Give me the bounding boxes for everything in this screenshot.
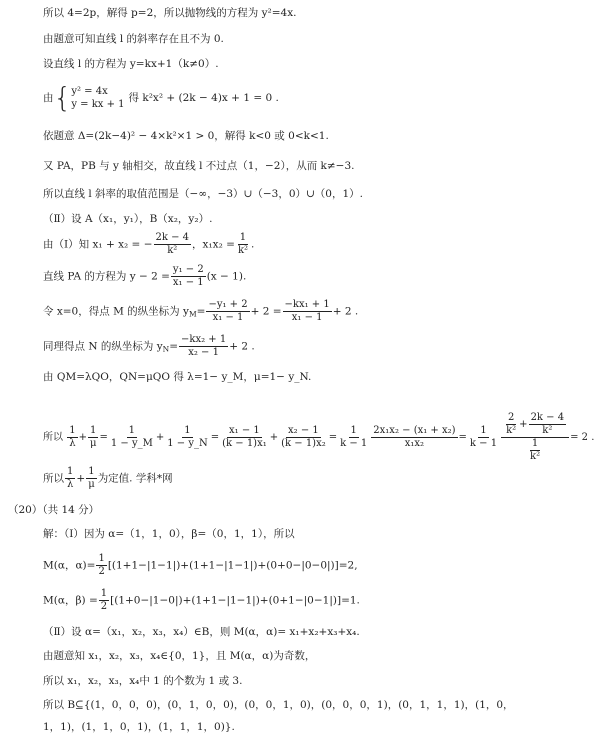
- line-12: [43, 334, 255, 359]
- frac-num: 1: [88, 466, 95, 477]
- frac-num: 1: [90, 425, 97, 436]
- frac-num: 1: [69, 425, 76, 436]
- line-17: 解：（Ⅰ）因为 α=（1，1，0），β=（0，1，1），所以: [43, 528, 295, 540]
- line-18-pre: M(α，α)=: [43, 559, 96, 572]
- line-23: 所以 B⊆{(1，0，0，0)，(0，1，0，0)，(0，0，1，0)，(0，0，0，1)，(0，1，1，1)，(1，0，: [43, 699, 514, 711]
- line-13: 由 QM=λQO，QN=μQO 得 λ=1− y_M，μ=1− y_N.: [43, 371, 312, 383]
- fraction: [504, 412, 518, 437]
- system-eq-1: y² = 4x: [71, 86, 108, 97]
- line-19: [43, 588, 360, 613]
- frac-den: (k − 1)x₂: [281, 438, 326, 449]
- line-10: [43, 264, 246, 289]
- frac-num: x₁ − 1: [229, 425, 260, 436]
- frac-den: k²: [542, 425, 553, 436]
- line-21: 由题意知 x₁，x₂，x₃，x₄∈{0，1}，且 M(α，α)为奇数，: [43, 650, 316, 662]
- frac-den: k²: [237, 245, 249, 256]
- line-18-post: [(1+1−|1−1|)+(1+1−|1−1|)+(0+0−|0−0|)]=2,: [107, 559, 358, 572]
- frac-num: 2x₁x₂ − (x₁ + x₂): [373, 425, 456, 436]
- frac-den: x₁x₂: [404, 438, 425, 449]
- line-14: 所以 $\frac{1}{\lambda}$ + $\frac{1}{\mu}$ = $\frac{1}{1 - y\_M}$ + $\frac{1}{1 - y\_N}$ = $\frac{\text{x₁ − 1}}{\text{(k − 1)x₁}}$ + $\frac{\text{x₂ − 1}}{\text{(k − 1)x₂}}$ = $\frac{1}{k - 1}$ $\frac{\text{2x₁x₂ − (x₁ + x₂)}}{\text{x₁x₂}}$ = $\frac{1}{k - 1}$ $\frac{2}{\text{k²}}$ + $\frac{2k - 4}{\text{k²}}$ $\frac{1}{\text{k²}}$ = 2 .: [43, 412, 595, 462]
- frac-den: k²: [530, 451, 541, 462]
- fraction: [67, 425, 77, 450]
- compound-denominator: [525, 438, 545, 463]
- frac-den: 2: [98, 566, 105, 577]
- frac-num: x₂ − 1: [288, 425, 319, 436]
- line-9: [43, 232, 254, 257]
- fraction: [171, 264, 206, 289]
- frac-num: 1: [98, 553, 105, 564]
- equals: =: [99, 432, 108, 443]
- fraction: [165, 425, 210, 450]
- frac-num: 2: [507, 412, 515, 423]
- fraction: [529, 412, 567, 437]
- line-12-pre: 同理得点 N 的纵坐标为 y: [43, 340, 163, 353]
- brace-symbol: {: [53, 81, 72, 114]
- frac-num: 1: [184, 425, 191, 436]
- frac-den: x₁ − 1: [212, 312, 244, 323]
- line-3: 设直线 l 的方程为 y=kx+1（k≠0）.: [43, 58, 219, 70]
- frac-den: k²: [506, 425, 517, 436]
- subscript: M: [188, 309, 197, 319]
- frac-den: x₂ − 1: [188, 347, 219, 358]
- plus: +: [78, 432, 87, 443]
- fraction: [179, 334, 228, 359]
- frac-num: −kx₂ + 1: [181, 334, 227, 345]
- frac-den: x₁ − 1: [291, 312, 323, 323]
- line-18: [43, 553, 358, 578]
- fraction: [88, 425, 99, 450]
- frac-den: λ: [67, 479, 74, 490]
- line-20: （Ⅱ）设 α=（x₁，x₂，x₃，x₄）∈B，则 M(α，α)= x₁+x₂+x₃+x₄.: [43, 626, 360, 638]
- fraction: [220, 425, 269, 450]
- line-10-post: (x − 1).: [206, 270, 247, 283]
- frac-num: 1: [67, 466, 74, 477]
- fraction: [528, 438, 542, 463]
- equals: =: [458, 432, 467, 443]
- frac-den: λ: [69, 438, 76, 449]
- equals: =: [169, 340, 179, 353]
- line-14-post: = 2 .: [570, 432, 595, 443]
- frac-num: 1: [100, 588, 108, 599]
- fraction: [99, 588, 109, 613]
- equation-system: [71, 85, 124, 111]
- frac-num: 2k − 4: [155, 232, 190, 243]
- line-9-mid: ，x₁x₂ =: [192, 238, 235, 251]
- frac-num: 2k − 4: [530, 412, 565, 423]
- line-4-pre: 由: [43, 92, 54, 104]
- frac-num: −kx₁ + 1: [284, 299, 330, 310]
- frac-den: μ: [88, 479, 95, 490]
- fraction: [206, 299, 249, 324]
- line-11-pre: 令 x=0，得点 M 的纵坐标为 y: [43, 305, 189, 318]
- frac-den: k − 1: [469, 438, 498, 449]
- fraction: [109, 425, 155, 450]
- line-2: 由题意可知直线 l 的斜率存在且不为 0.: [43, 33, 224, 45]
- line-14-pre: 所以: [43, 432, 63, 443]
- line-10-pre: 直线 PA 的方程为 y − 2 =: [43, 270, 170, 283]
- line-6: 又 PA，PB 与 y 轴相交，故直线 l 不过点（1，−2），从而 k≠−3.: [43, 160, 355, 172]
- fraction: [65, 466, 75, 491]
- plus: +: [76, 472, 86, 485]
- line-11: [43, 299, 358, 324]
- line-15: [43, 466, 173, 491]
- line-24: 1，1)，(1，1，0，1)，(1，1，1，0)}.: [43, 721, 235, 733]
- compound-fraction: [501, 412, 569, 463]
- frac-num: −y₁ + 2: [208, 299, 248, 310]
- fraction: [86, 466, 97, 491]
- line-4: [43, 81, 279, 114]
- line-15-pre: 所以: [43, 472, 64, 485]
- line-15-post: 为定值. 学科*网: [97, 472, 173, 485]
- frac-den: 2: [100, 601, 108, 612]
- line-7: 所以直线 l 斜率的取值范围是（−∞，−3）∪（−3，0）∪（0，1）.: [43, 188, 364, 200]
- question-header: （20）（共 14 分）: [8, 504, 100, 516]
- line-1: 所以 4=2p，解得 p=2，所以抛物线的方程为 y²=4x.: [43, 7, 297, 19]
- line-19-post: [(1+0−|1−0|)+(1+1−|1−1|)+(0+1−|0−1|)]=1.: [110, 594, 360, 607]
- frac-num: y₁ − 2: [172, 264, 204, 275]
- frac-num: 1: [531, 438, 539, 449]
- fraction: [283, 299, 332, 324]
- fraction: [371, 425, 457, 450]
- frac-num: 1: [350, 425, 357, 436]
- line-11-post: + 2 .: [332, 305, 359, 318]
- fraction: [338, 425, 369, 450]
- frac-den: x₁ − 1: [172, 277, 204, 288]
- line-19-pre: M(α，β) =: [43, 594, 98, 607]
- frac-num: 1: [128, 425, 136, 436]
- compound-numerator: $\frac{2}{\text{k²}}$ + $\frac{2k - 4}{\text{k²}}$: [501, 412, 569, 438]
- line-5: 依题意 Δ=(2k−4)² − 4×k²×1 > 0，解得 k<0 或 0<k<1.: [43, 130, 329, 142]
- line-8: （Ⅱ）设 A（x₁，y₁），B（x₂，y₂）.: [43, 213, 213, 225]
- equals: =: [328, 432, 338, 443]
- line-22: 所以 x₁，x₂，x₃，x₄中 1 的个数为 1 或 3.: [43, 675, 243, 687]
- fraction: [279, 425, 328, 450]
- line-4-post: 得 k²x² + (2k − 4)x + 1 = 0 .: [128, 92, 279, 104]
- frac-den: (k − 1)x₁: [222, 438, 267, 449]
- equals: =: [196, 305, 206, 318]
- equals: =: [210, 432, 220, 443]
- frac-den: k²: [167, 245, 178, 256]
- frac-den: 1 − y_M: [110, 438, 153, 449]
- subscript: N: [162, 344, 170, 354]
- frac-den: μ: [89, 438, 97, 449]
- frac-num: 1: [480, 425, 487, 436]
- fraction: [154, 232, 192, 257]
- line-9-pre: 由（Ⅰ）知 x₁ + x₂ = −: [43, 238, 153, 251]
- frac-den: 1 − y_N: [167, 438, 208, 449]
- system-eq-2: y = kx + 1: [71, 99, 125, 110]
- line-9-post: .: [251, 238, 255, 251]
- frac-den: k − 1: [340, 438, 368, 449]
- line-12-post: + 2 .: [229, 340, 255, 353]
- fraction: [96, 553, 106, 578]
- line-11-mid: + 2 =: [250, 305, 282, 318]
- frac-num: 1: [239, 232, 247, 243]
- fraction: [468, 425, 499, 450]
- fraction: [236, 232, 250, 257]
